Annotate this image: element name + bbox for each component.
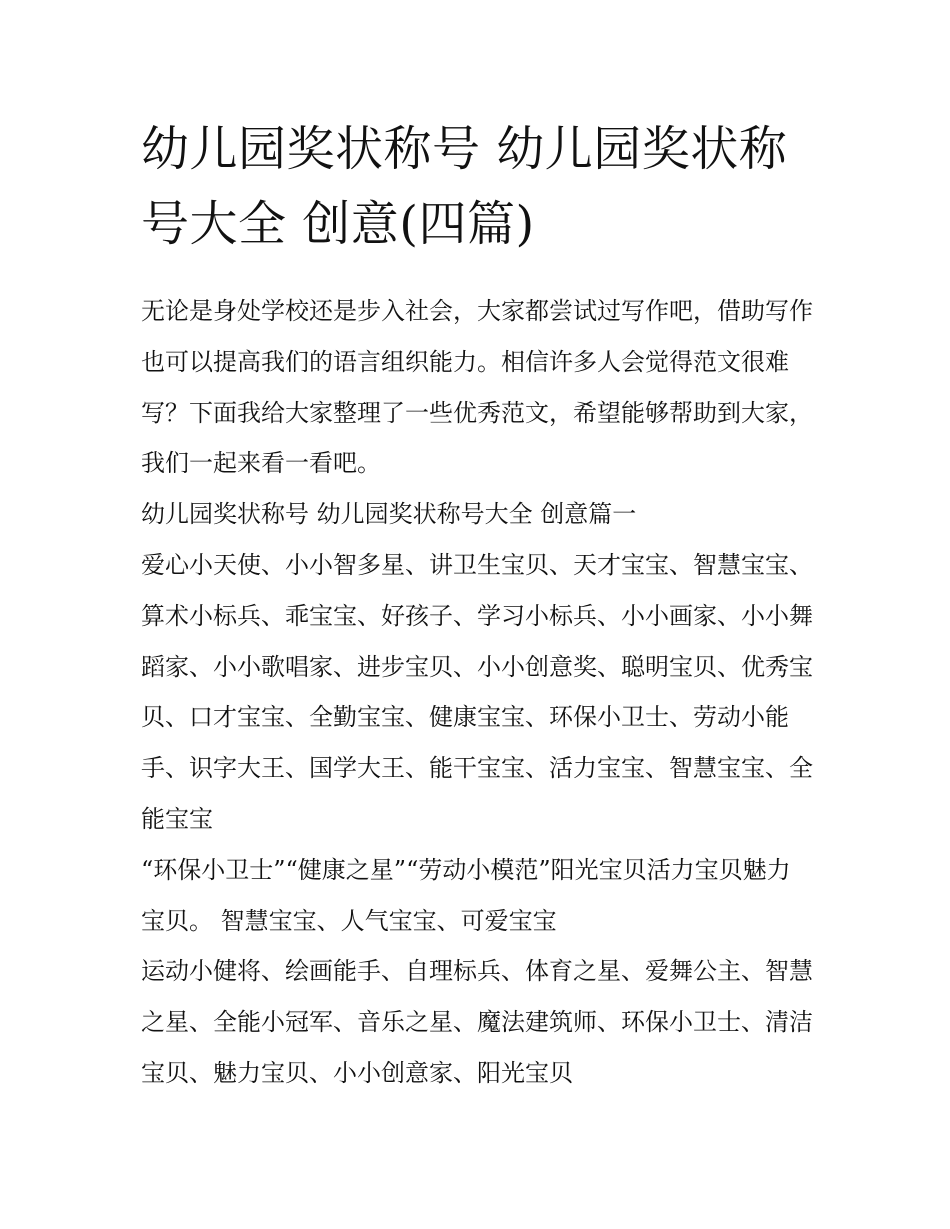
award-titles-paragraph-1: 爱心小天使、小小智多星、讲卫生宝贝、天才宝宝、智慧宝宝、算术小标兵、乖宝宝、好孩子、学习小标兵、小小画家、小小舞蹈家、小小歌唱家、进步宝贝、小小创意奖、聪明宝贝、优秀宝贝、口才宝宝、全勤宝宝、健康宝宝、环保小卫士、劳动小能手、识字大王、国学大王、能干宝宝、活力宝宝、智慧宝宝、全能宝宝 (141, 550, 813, 833)
intro-paragraph: 无论是身处学校还是步入社会，大家都尝试过写作吧，借助写作也可以提高我们的语言组织能力。相信许多人会觉得范文很难写？下面我给大家整理了一些优秀范文，希望能够帮助到大家，我们一起来看一看吧。 (141, 297, 813, 478)
award-titles-paragraph-2: “环保小卫士”“健康之星”“劳动小模范”阳光宝贝活力宝贝魅力宝贝。 智慧宝宝、人气宝宝、可爱宝宝 (141, 855, 791, 935)
award-titles-paragraph-3: 运动小健将、绘画能手、自理标兵、体育之星、爱舞公主、智慧之星、全能小冠军、音乐之星、魔法建筑师、环保小卫士、清洁宝贝、魅力宝贝、小小创意家、阳光宝贝 (141, 957, 813, 1087)
document-title: 幼儿园奖状称号 幼儿园奖状称号大全 创意(四篇) (141, 121, 788, 252)
section-heading: 幼儿园奖状称号 幼儿园奖状称号大全 创意篇一 (141, 500, 637, 529)
document-page (141, 112, 813, 1099)
